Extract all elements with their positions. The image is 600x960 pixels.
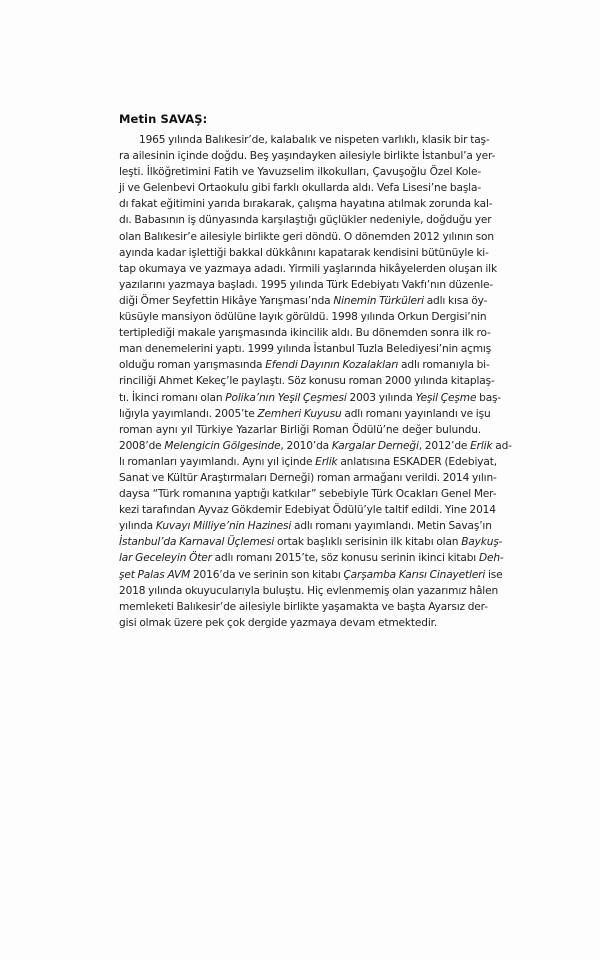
bio-line bbox=[119, 390, 502, 406]
bio-text: , 2012’de bbox=[418, 439, 471, 452]
bio-line bbox=[119, 534, 503, 550]
bio-line bbox=[119, 422, 481, 438]
bio-text: ji ve Gelenbevi Ortaokulu gibi farklı okullarda aldı. Vefa Lisesi’ne başla- bbox=[119, 182, 481, 195]
book-title-text: Efendi Dayının Kozalakları bbox=[265, 359, 399, 372]
bio-line bbox=[119, 470, 497, 486]
bio-line bbox=[119, 325, 491, 341]
bio-text: man denemelerini yaptı. 1999 yılında İstanbul Tuzla Belediyesi’nin açmış bbox=[119, 343, 492, 356]
bio-text: diği Ömer Seyfettin Hikâye Yarışması’nda bbox=[119, 294, 334, 307]
bio-line bbox=[119, 212, 492, 228]
bio-text: 2018 yılında okuyucularıyla buluştu. Hiç evlenmemiş olan yazarımız hâlen bbox=[119, 584, 499, 597]
bio-line bbox=[119, 229, 494, 245]
bio-text: olduğu roman yarışmasında bbox=[119, 359, 266, 372]
bio-line bbox=[119, 148, 496, 164]
book-title-text: Polika’nın Yeşil Çeşmesi bbox=[225, 391, 347, 404]
bio-line bbox=[119, 502, 496, 518]
book-title-text: Erlik bbox=[315, 455, 338, 468]
bio-line bbox=[119, 293, 488, 309]
bio-line bbox=[119, 132, 490, 148]
author-heading: Metin SAVAŞ: bbox=[119, 112, 208, 126]
book-title-text: şet Palas AVM bbox=[119, 568, 191, 581]
bio-text: Sanat ve Kültür Araştırmaları Derneği) roman armağanı verildi. 2014 yılın- bbox=[119, 471, 497, 484]
bio-text: lı romanları yayımlandı. Aynı yıl içinde bbox=[119, 455, 316, 468]
bio-text: tertiplediği makale yarışmasında ikincilik aldı. Bu dönemden sonra ilk ro- bbox=[119, 327, 491, 340]
bio-text: daysa “Türk romanına yaptığı katkılar” sebebiyle Türk Ocakları Genel Mer- bbox=[119, 488, 497, 501]
bio-line bbox=[119, 438, 512, 454]
bio-text: ise bbox=[485, 568, 503, 581]
book-title-text: Baykuş- bbox=[461, 536, 503, 549]
bio-line bbox=[119, 454, 497, 470]
bio-line bbox=[119, 277, 494, 293]
bio-text: dı fakat eğitimini yarıda bırakarak, çalışma hayatına atılmak zorunda kal- bbox=[119, 198, 493, 211]
bio-text: leşti. İlköğretimini Fatih ve Yavuzselim ilkokulları, Çavuşoğlu Özel Kole- bbox=[119, 166, 481, 179]
bio-line bbox=[119, 196, 493, 212]
bio-text: ortak başlıklı serisinin ilk kitabı olan bbox=[274, 536, 462, 549]
bio-text: yılında bbox=[119, 520, 156, 533]
bio-text: roman aynı yıl Türkiye Yazarlar Birliği Roman Ödülü’ne değer bulundu. bbox=[119, 423, 481, 436]
bio-line bbox=[119, 550, 504, 566]
bio-line bbox=[119, 615, 481, 631]
bio-text: küsüyle mansiyon ödülüne layık görüldü. 1998 yılında Orkun Dergisi’nin bbox=[119, 311, 487, 324]
bio-text: 2016’da ve serinin son kitabı bbox=[190, 568, 344, 581]
bio-line bbox=[119, 518, 492, 534]
bio-line bbox=[119, 567, 503, 583]
book-title-text: Ninemin Türküleri bbox=[333, 294, 424, 307]
bio-text: ad- bbox=[492, 439, 512, 452]
book-title-text: Deh- bbox=[478, 552, 504, 565]
bio-line bbox=[119, 357, 490, 373]
bio-text: adlı kısa öy- bbox=[423, 294, 488, 307]
bio-line bbox=[119, 486, 497, 502]
bio-text: adlı romanıyla bi- bbox=[398, 359, 490, 372]
book-title-text: Melengicin Gölgesinde bbox=[164, 439, 281, 452]
bio-line bbox=[119, 599, 488, 615]
bio-text: kezi tarafından Ayvaz Gökdemir Edebiyat Ödülü’yle taltif edildi. Yine 2014 bbox=[119, 504, 496, 517]
bio-text: lığıyla yayımlandı. 2005’te bbox=[119, 407, 258, 420]
bio-text: dı. Babasının iş dünyasında karşılaştığı güçlükler nedeniyle, doğduğu yer bbox=[119, 214, 492, 227]
bio-text: yazılarını yazmaya başladı. 1995 yılında Türk Edebiyatı Vakfı’nın düzenle- bbox=[119, 278, 494, 291]
book-title-text: Yeşil Çeşme bbox=[415, 391, 477, 404]
bio-text: adlı romanı yayımlandı. Metin Savaş’ın bbox=[291, 520, 492, 533]
bio-text: memleketi Balıkesir’de ailesiyle birlikte yaşamakta ve başta Ayarsız der- bbox=[119, 600, 488, 613]
bio-text: 2008’de bbox=[119, 439, 165, 452]
bio-text: anlatısına ESKADER (Edebiyat, bbox=[337, 455, 497, 468]
bio-line bbox=[119, 583, 499, 599]
bio-line bbox=[119, 261, 497, 277]
book-title-text: Kuvayı Milliye’nin Hazinesi bbox=[155, 520, 292, 533]
author-biography bbox=[119, 132, 512, 631]
bio-text: adlı romanı yayınlandı ve işu bbox=[341, 407, 491, 420]
bio-text: olan Balıkesir’e ailesiyle birlikte geri döndü. O dönemden 2012 yılının son bbox=[119, 230, 494, 243]
book-title-text: Kargalar Derneği bbox=[331, 439, 419, 452]
book-title-text: lar Geceleyin Öter bbox=[119, 552, 212, 565]
book-title-text: Çarşamba Karısı Cinayetleri bbox=[343, 568, 486, 581]
book-title-text: Zemheri Kuyusu bbox=[257, 407, 342, 420]
bio-text: gisi olmak üzere pek çok dergide yazmaya devam etmektedir. bbox=[119, 616, 438, 629]
bio-text: tap okumaya ve yazmaya adadı. Yirmili yaşlarında hikâyelerden oluşan ilk bbox=[119, 262, 497, 275]
bio-line bbox=[119, 373, 495, 389]
bio-text: baş- bbox=[476, 391, 502, 404]
bio-line bbox=[119, 164, 481, 180]
bio-line bbox=[119, 180, 481, 196]
bio-line bbox=[119, 309, 487, 325]
bio-text: , 2010’da bbox=[280, 439, 332, 452]
bio-text: rinciliği Ahmet Kekeç’le paylaştı. Söz konusu roman 2000 yılında kitaplaş- bbox=[119, 375, 495, 388]
bio-line bbox=[119, 245, 489, 261]
bio-text: 2003 yılında bbox=[346, 391, 416, 404]
bio-text: tı. İkinci romanı olan bbox=[119, 391, 226, 404]
bio-text: ra ailesinin içinde doğdu. Beş yaşındayken ailesiyle birlikte İstanbul’a yer- bbox=[119, 150, 496, 163]
bio-text: ayında kadar işlettiği bakkal dükkânını kapatarak kendisini bütünüyle ki- bbox=[119, 246, 489, 259]
book-title-text: Erlik bbox=[470, 439, 493, 452]
bio-text: adlı romanı 2015’te, söz konusu serinin ikinci kitabı bbox=[211, 552, 479, 565]
bio-text: 1965 yılında Balıkesir’de, kalabalık ve nispeten varlıklı, klasik bir taş- bbox=[139, 134, 490, 146]
bio-line bbox=[119, 341, 492, 357]
book-title-text: İstanbul’da Karnaval Üçlemesi bbox=[119, 536, 275, 549]
bio-line bbox=[119, 406, 491, 422]
